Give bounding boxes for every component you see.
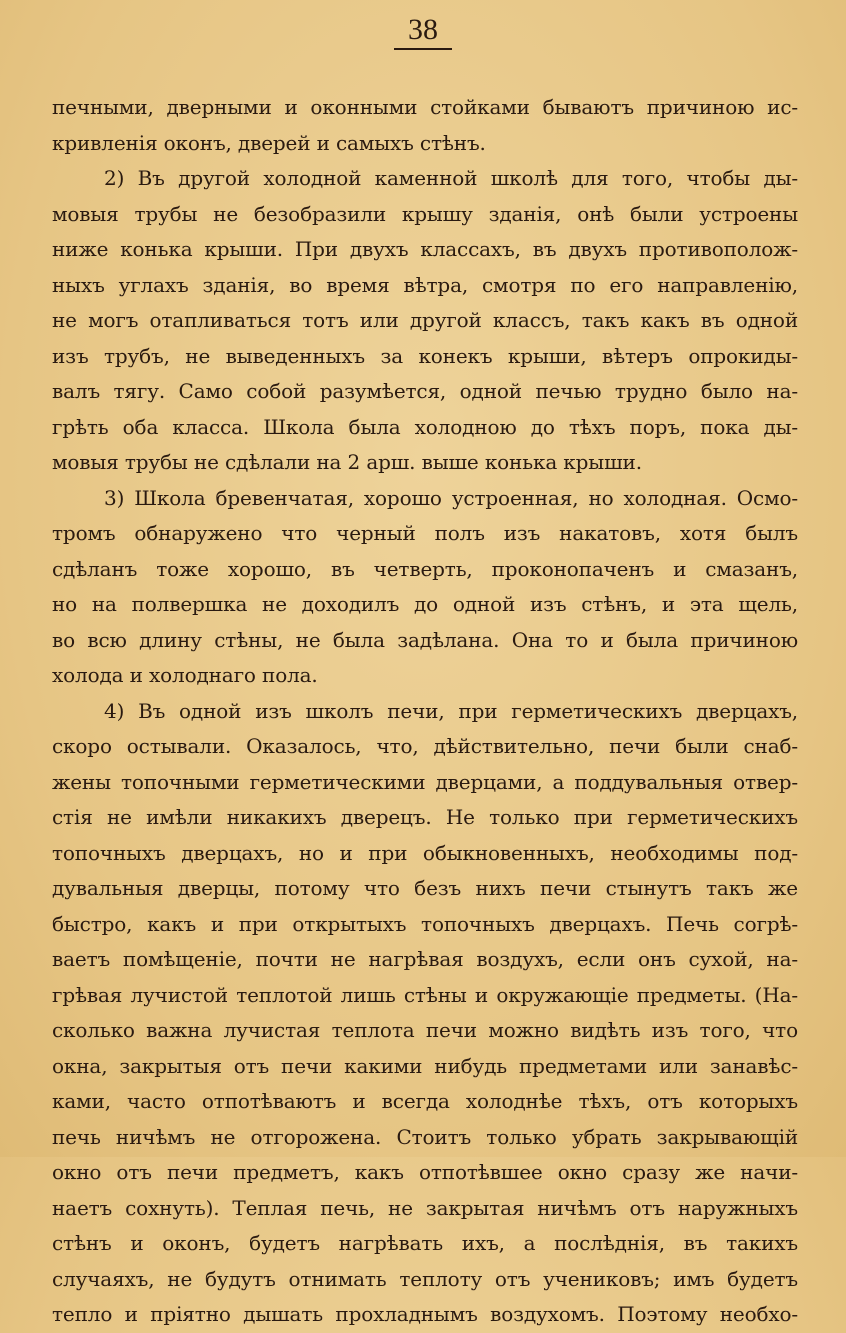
text-line: мовыя трубы не сдѣлали на 2 арш. выше конька крыши. xyxy=(52,450,642,474)
text-line: наетъ сохнуть). Теплая печь, не закрытая ничѣмъ отъ наружныхъ xyxy=(52,1195,798,1220)
text-line: стія не имѣли никакихъ дверецъ. Не только при герметическихъ xyxy=(52,805,798,829)
text-line: жены топочными герметическими дверцами, а поддувальныя отвер- xyxy=(52,769,798,794)
body-text xyxy=(52,90,798,1333)
text-line: но на полвершка не доходилъ до одной изъ стѣнъ, и эта щель, xyxy=(52,592,798,616)
text-line: сколько важна лучистая теплота печи можно видѣть изъ того, что xyxy=(52,1018,798,1042)
text-line: валъ тягу. Само собой разумѣется, одной печью трудно было на- xyxy=(52,379,798,403)
text-line: холода и холоднаго пола. xyxy=(52,663,318,687)
text-line: мовыя трубы не безобразили крышу зданія, онѣ были устроены xyxy=(52,201,798,226)
text-line: грѣть оба класса. Школа была холодною до тѣхъ поръ, пока ды- xyxy=(52,414,798,439)
text-line: грѣвая лучистой теплотой лишь стѣны и окружающіе предметы. (На- xyxy=(52,982,798,1007)
text-line: ныхъ углахъ зданія, во время вѣтра, смотря по его направленію, xyxy=(52,272,798,297)
text-line: окно отъ печи предметъ, какъ отпотѣвшее окно сразу же начи- xyxy=(52,1160,798,1184)
text-line: сдѣланъ тоже хорошо, въ четверть, проконопаченъ и смазанъ, xyxy=(52,556,798,581)
text-line: во всю длину стѣны, не была задѣлана. Она то и была причиною xyxy=(52,627,798,652)
text-line: изъ трубъ, не выведенныхъ за конекъ крыши, вѣтеръ опрокиды- xyxy=(52,343,798,368)
text-line: кривленія оконъ, дверей и самыхъ стѣнъ. xyxy=(52,130,486,155)
text-line: печными, дверными и оконными стойками бываютъ причиною ис- xyxy=(52,95,798,119)
text-line: ваетъ помѣщеніе, почти не нагрѣвая воздухъ, если онъ сухой, на- xyxy=(52,947,798,971)
text-line: 4) Въ одной изъ школъ печи, при герметическихъ дверцахъ, xyxy=(104,698,798,723)
text-line: топочныхъ дверцахъ, но и при обыкновенныхъ, необходимы под- xyxy=(52,840,798,865)
text-line: не могъ отапливаться тотъ или другой классъ, такъ какъ въ одной xyxy=(52,308,798,332)
text-line: тепло и пріятно дышать прохладнымъ воздухомъ. Поэтому необхо- xyxy=(52,1302,798,1326)
text-line: дувальныя дверцы, потому что безъ нихъ печи стынутъ такъ же xyxy=(52,876,798,900)
text-line: тромъ обнаружено что черный полъ изъ накатовъ, хотя былъ xyxy=(52,521,798,545)
text-line: быстро, какъ и при открытыхъ топочныхъ дверцахъ. Печь согрѣ- xyxy=(52,911,798,936)
text-line: случаяхъ, не будутъ отнимать теплоту отъ учениковъ; имъ будетъ xyxy=(52,1266,798,1291)
text-line: 2) Въ другой холодной каменной школѣ для того, чтобы ды- xyxy=(104,166,798,190)
text-line: 3) Школа бревенчатая, хорошо устроенная, но холодная. Осмо- xyxy=(104,485,798,510)
text-line: стѣнъ и оконъ, будетъ нагрѣвать ихъ, а послѣднія, въ такихъ xyxy=(52,1231,798,1255)
text-line: печь ничѣмъ не отгорожена. Стоитъ только убрать закрывающій xyxy=(52,1124,798,1149)
text-line: скоро остывали. Оказалось, что, дѣйствительно, печи были снаб- xyxy=(52,734,798,758)
page-header xyxy=(0,12,846,50)
text-line: окна, закрытыя отъ печи какими нибудь предметами или занавѣс- xyxy=(52,1053,798,1078)
text-line: ками, часто отпотѣваютъ и всегда холоднѣе тѣхъ, отъ которыхъ xyxy=(52,1089,798,1113)
text-line: ниже конька крыши. При двухъ классахъ, въ двухъ противополож- xyxy=(52,237,798,261)
page-number: 38 xyxy=(394,12,452,50)
